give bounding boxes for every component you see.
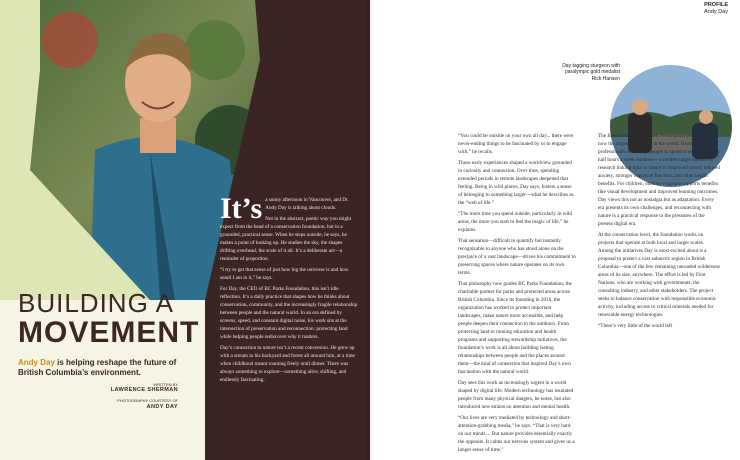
paragraph: “I try to get that sense of just how big the universe is and how small I am in it,” he says.: [220, 267, 349, 281]
paragraph: Day’s connection to nature isn’t a recent conversion. He grew up with a stream in his backyard and forest all around him, at a time when childhood meant roaming freely until dinner. There was always something to explore—something alive, shifting, and endlessly fascinating.: [220, 345, 355, 383]
paragraph: “Our lives are very mediated by technology and short-attention-grabbing media,” he says. “That is very hard on our minds.... But nature provides essentially exactly the opposite. It calms our nervous system and gives us a longer sense of time.”: [458, 415, 575, 453]
paragraph: At the conservation level, the foundation works on projects that operate at both local and larger scales. Among the initiatives Day is most excited about is a proposal to protect a vast subarctic region in British Columbia—one of the few remaining unroaded wilderness areas of its size, anywhere. The effort is led by First Nations, who are working with governments, the consulting industry, and other stakeholders. The project seeks to balance conservation with responsible economic activity, including access to critical minerals needed for renewable energy technologies.: [598, 232, 720, 318]
article-subhead: [18, 358, 196, 378]
paragraph: “The more time you spend outside, particularly in wild areas, the more you start to feel the magic of life,” he explains.: [458, 211, 572, 233]
article-headline: [18, 290, 208, 348]
subhead-text: is helping reshape the future of British Columbia’s environment.: [18, 358, 177, 377]
headline-line-1: BUILDING A: [18, 288, 174, 318]
paragraph: [220, 192, 358, 225]
paragraph: That philosophy now guides BC Parks Foundation, the charitable partner for parks and protected areas across British Columbia. Since its founding in 2016, the organization has worked to protect important landscapes, make nature more accessible, and help people deepen their connection to the outdoors. From protecting land to running education and health programs and supporting stewardship initiatives, the foundation’s work is all about building lasting relationships between people and the places around them—the kind of connection that inspired Day’s own fascination with the natural world.: [458, 281, 572, 375]
right-body-column-1: [458, 132, 576, 457]
paragraph: “There’s very little of the world left: [598, 323, 673, 329]
writer-name: LAWRENCE SHERMAN: [110, 387, 178, 394]
written-by-label: WRITTEN BY: [153, 382, 178, 387]
photographer-name: ANDY DAY: [146, 403, 178, 410]
paragraph: Day sees this work as increasingly urgent in a world shaped by digital life. Modern technology has insulated people from many physical dangers, he notes, but also introduced new strains on attention and mental health.: [458, 380, 574, 410]
page-gutter-shadow: [366, 0, 374, 460]
article-credits: [100, 382, 178, 411]
paragraph: That sensation—difficult to quantify but instantly recognizable to anyone who has stood alone on the precipice of a vast landscape—drives his commitment to preserving spaces where nature operates on its own terms.: [458, 238, 576, 276]
subhead-name: Andy Day: [18, 358, 55, 367]
paragraph: Not in the abstract, poetic way you might expect from the head of a conservation foundation, but in a grounded, practical sense. When he steps outside, he says, he makes a point of looking up. He studies the sky, the shapes drifting overhead, the scale of it all. It’s a deliberate act—a reminder of proportion.: [220, 216, 352, 262]
drop-cap: It’s: [220, 192, 263, 225]
profile-tag: PROFILE: [704, 2, 728, 8]
right-body-column-2: [598, 132, 720, 333]
paragraph: The foundation’s Parks (Park Prescription program) is now the largest of its kind in the world. Health care professionals encourage people to spend at least two and a half hours a week outdoors—a modest target backed by research linking time in nature to improved mood, reduced anxiety, stronger cognitive function, and other health benefits. For children, outdoor exposure supports benefits like visual development and improved learning outcomes. Day views this not as nostalgia but as adaptation: Every era presents its own challenges, and reconnecting with nature is a practical response to the pressures of the present digital era.: [598, 133, 721, 227]
left-body-text: [220, 192, 358, 387]
section-label: [704, 2, 728, 15]
headline-line-2: MOVEMENT: [18, 316, 200, 349]
photo-caption: Day tagging sturgeon with paralympic gold medalist Rick Hansen: [562, 63, 620, 82]
paragraph: For Day, the CEO of BC Parks Foundation, this isn’t idle reflection. It’s a daily practice that shapes how he thinks about conservation, community, and the increasingly fragile relationship between people and the natural world. In an era defined by screens, speed, and constant digital noise, his work sits at the intersection of preservation and reconnection: protecting land while helping people rediscover why it matters.: [220, 286, 358, 340]
right-page: [370, 0, 740, 460]
paragraph: Those early experiences shaped a worldview grounded in curiosity and connection. Over time, spending extended periods in remote landscapes deepened that feeling. Being in wild places, Day says, fosters a sense of belonging to something larger—what he describes as the “web of life.”: [458, 160, 574, 206]
profile-name: Andy Day: [704, 8, 728, 15]
paragraph: “You could be outside on your own all day... there were never-ending things to be fascinated by or to engage with,” he recalls.: [458, 133, 574, 155]
paragraph-text: a sunny afternoon in Vancouver, and Dr. Andy Day is talking about clouds.: [265, 197, 349, 211]
photo-credit-label: PHOTOGRAPHY COURTESY OF: [117, 398, 178, 404]
